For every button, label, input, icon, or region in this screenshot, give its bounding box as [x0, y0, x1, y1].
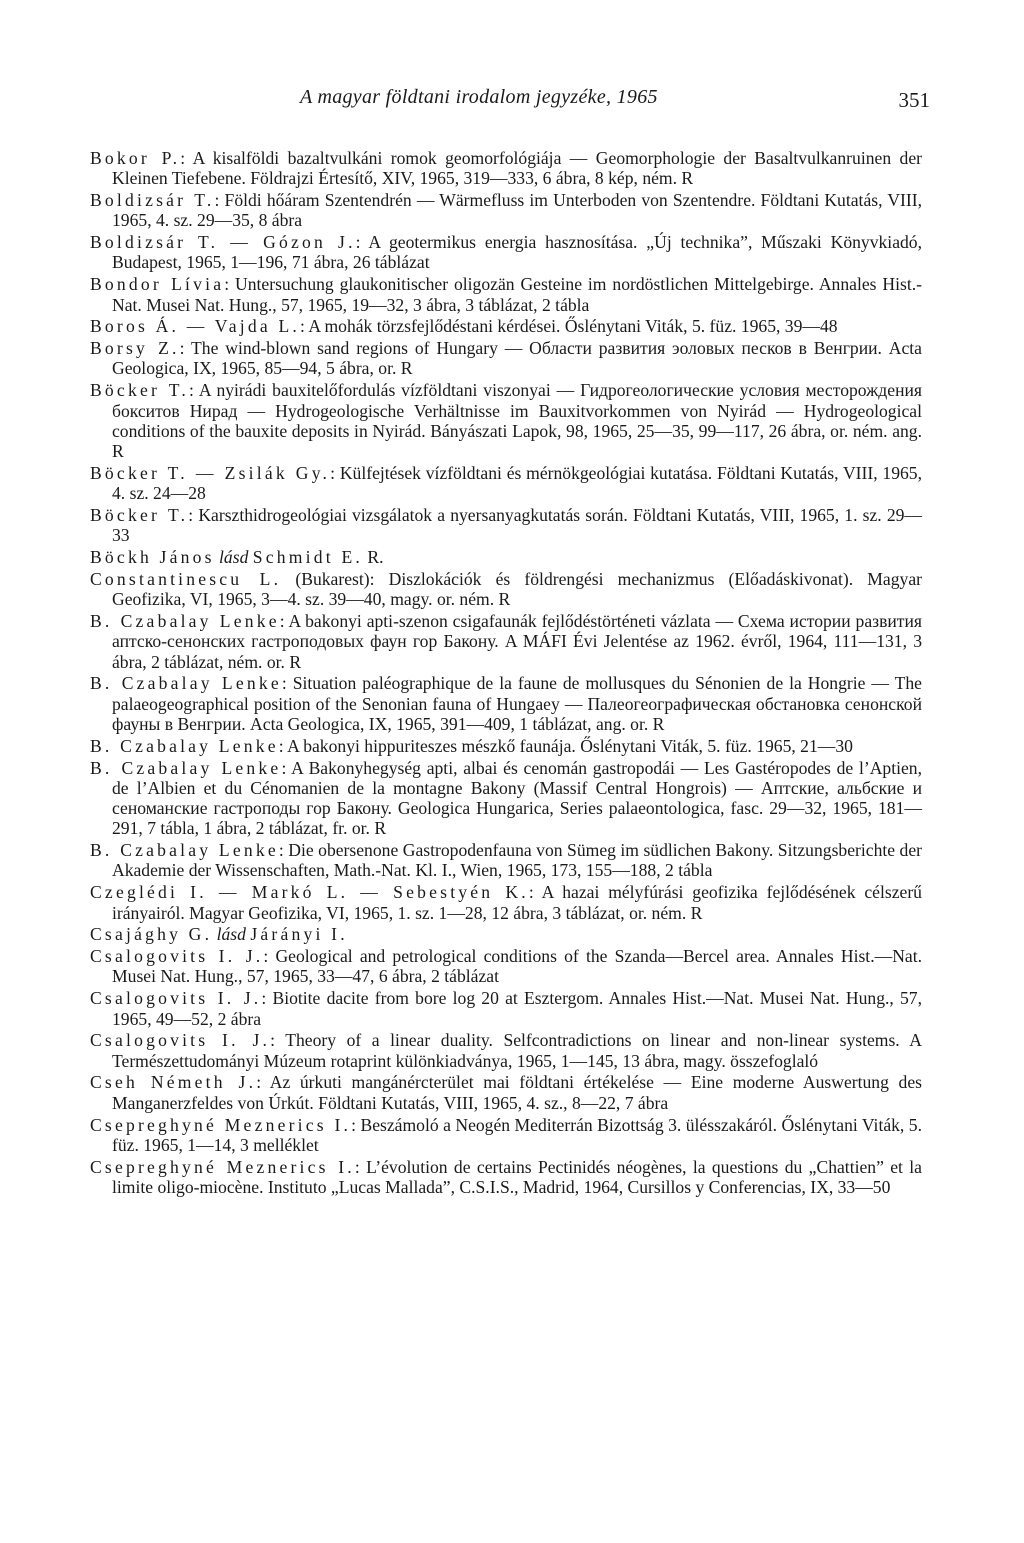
entry-author: Boros Á. — Vajda L. — [90, 316, 301, 337]
bibliography-list — [90, 148, 922, 1199]
running-head — [90, 86, 930, 116]
bibliography-entry — [90, 673, 922, 734]
entry-citation: : A geotermikus energia hasznosítása. „Új technika”, Műszaki Könyvkiadó, Budapest, 1965, 1—196, 71 ábra, 26 táblázat — [112, 232, 922, 273]
entry-citation: : Földi hőáram Szentendrén — Wärmefluss im Unterboden von Szentendre. Földtani Kutatás, VIII, 1965, 4. sz. 29—35, 8 ábra — [112, 190, 923, 231]
entry-author: Böcker T. — [90, 380, 190, 401]
running-title: A magyar földtani irodalom jegyzéke, 1965 — [300, 86, 658, 108]
entry-author: Bondor Lívia — [90, 274, 225, 295]
entry-citation: R. — [363, 547, 384, 568]
entry-citation: : Biotite dacite from bore log 20 at Esztergom. Annales Hist.—Nat. Musei Nat. Hung., 57, 1965, 49—52, 2 ábra — [112, 988, 922, 1029]
entry-citation: : A hazai mélyfúrási geofizika fejlődésének célszerű irányairól. Magyar Geofizika, VI, 1965, 1. sz. 1—28, 12 ábra, 3 táblázat, or. ném. R — [112, 882, 922, 923]
bibliography-entry — [90, 274, 922, 315]
entry-citation: : Beszámoló a Neogén Mediterrán Bizottság 3. ülésszakáról. Őslénytani Viták, 5. füz. 1965, 1—14, 3 melléklet — [112, 1114, 922, 1155]
entry-author: Csajághy G. — [90, 924, 213, 945]
entry-citation: : The wind-blown sand regions of Hungary — Области развития эоловых песков в Венгрии. Acta Geologica, IX, 1965, 85—94, 5 ábra, or. R — [112, 338, 922, 379]
entry-citation: : Die obersenone Gastropodenfauna von Sümeg im südlichen Bakony. Sitzungsberichte der Akademie der Wissenschaften, Math.-Nat. Kl. I., Wien, 1965, 173, 155—188, 2 tábla — [112, 840, 923, 881]
entry-author: Böcker T. — [90, 505, 189, 525]
entry-reference: Schmidt E. — [252, 547, 363, 568]
entry-author: Borsy Z. — [90, 338, 180, 359]
entry-citation: : A kisalföldi bazaltvulkáni romok geomorfológiája — Geomorphologie der Basaltvulkanruinen der Kleinen Tiefebene. Földrajzi Értesítő, XIV, 1965, 319—333, 6 ábra, 8 kép, ném. R — [112, 148, 922, 189]
bibliography-entry — [90, 148, 922, 189]
bibliography-entry — [90, 946, 922, 987]
entry-author: Bokor P. — [90, 148, 181, 168]
bibliography-entry — [90, 611, 922, 672]
entry-citation: : A nyirádi bauxitelőfordulás vízföldtani viszonyai — Гидрогеологические условия месторождения бокситов Нирад — Hydrogeologische Verhältnisse im Bauxitvorkommen von Nyirád — Hydrogeological conditions of the bauxite deposits in Nyirád. Bányászati Lapok, 98, 1965, 25—35, 99—117, 26 ábra, or. ném. ang. R — [112, 380, 922, 462]
bibliography-entry — [90, 1157, 922, 1198]
entry-citation: : Theory of a linear duality. Selfcontradictions on linear and non-linear systems. A Természettudományi Múzeum rotaprint különkiadványa, 1965, 1—145, 13 ábra, magy. összefoglaló — [112, 1030, 922, 1071]
entry-see-also: lásd — [219, 547, 249, 568]
entry-author: Constantinescu L. — [90, 568, 282, 589]
bibliography-entry — [90, 232, 922, 273]
bibliography-entry — [90, 840, 922, 881]
entry-author: B. Czabalay Lenke — [90, 840, 279, 861]
entry-author: Czeglédi I. — Markó L. — Sebestyén K. — [90, 882, 529, 903]
entry-citation: : A bakonyi hippuriteszes mészkő faunája. Őslénytani Viták, 5. füz. 1965, 21—30 — [278, 735, 853, 756]
entry-author: B. Czabalay Lenke — [90, 735, 279, 756]
bibliography-entry — [90, 758, 922, 839]
entry-author: Böcker T. — Zsilák Gy. — [90, 462, 331, 483]
entry-citation: : Karszthidrogeológiai vizsgálatok a nyersanyagkutatás során. Földtani Kutatás, VIII, 1965, 1. sz. 29—33 — [112, 505, 923, 546]
entry-author: B. Czabalay Lenke — [90, 673, 282, 694]
entry-reference: Járányi I. — [250, 924, 348, 945]
bibliography-entry — [90, 380, 922, 461]
entry-citation: : A Bakonyhegység apti, albai és cenomán gastropodái — Les Gastéropodes de l’Aptien, de l’Albien et du Cénomanien de la montagne Bakony (Massif Central Hongrois) — Аптские, альбские и сеноманские гастроподы гор Бакону. Geologica Hungarica, Series palaeontologica, fasc. 29—32, 1965, 181—291, 7 tábla, 1 ábra, 2 táblázat, fr. or. R — [112, 757, 922, 839]
entry-citation: : Az úrkuti mangánércterület mai földtani értékelése — Eine moderne Auswertung des Manganerzfeldes von Úrkút. Földtani Kutatás, VIII, 1965, 4. sz., 8—22, 7 ábra — [112, 1072, 922, 1113]
bibliography-entry — [90, 924, 922, 944]
entry-citation: : A bakonyi apti-szenon csigafaunák fejlődéstörténeti vázlata — Схема истории развития аптско-сенонских гастроподовых фаун гор Бакону. A MÁFI Évi Jelentése az 1962. évről, 1964, 111—131, 3 ábra, 2 táblázat, ném. or. R — [112, 611, 922, 672]
bibliography-entry — [90, 316, 922, 336]
entry-author: Böckh János — [90, 547, 215, 568]
entry-author: Csepreghyné Meznerics I. — [90, 1156, 355, 1177]
bibliography-entry — [90, 882, 922, 923]
entry-citation: : Situation paléographique de la faune de mollusques du Sénonien de la Hongrie — The palaeogeographical position of the Senonian fauna of Hungaey — Палеогеографическая обстановка сенонской фауны в Венгрии. Acta Geologica, IX, 1965, 391—409, 1 táblázat, ang. or. R — [112, 673, 922, 734]
entry-author: Boldizsár T. — Gózon J. — [90, 232, 356, 253]
bibliography-entry — [90, 338, 922, 379]
bibliography-entry — [90, 569, 922, 610]
entry-author: Csalogovits I. J. — [90, 1030, 271, 1051]
bibliography-entry — [90, 988, 922, 1029]
entry-author: B. Czabalay Lenke — [90, 757, 282, 778]
entry-see-also: lásd — [216, 924, 246, 945]
bibliography-entry — [90, 1030, 922, 1071]
entry-author: Cseh Németh J. — [90, 1072, 257, 1093]
bibliography-entry — [90, 505, 922, 546]
entry-author: B. Czabalay Lenke — [90, 611, 280, 632]
bibliography-entry — [90, 736, 922, 756]
bibliography-entry — [90, 1115, 922, 1156]
entry-author: Csalogovits I. J. — [90, 988, 262, 1009]
entry-citation: : L’évolution de certains Pectinidés néogènes, la questions du „Chattien” et la limite oligo-miocène. Instituto „Lucas Mallada”, C.S.I.S., Madrid, 1964, Cursillos y Conferencias, IX, 33—50 — [112, 1156, 922, 1197]
bibliography-entry — [90, 547, 922, 567]
entry-author: Csalogovits I. J. — [90, 946, 264, 967]
entry-citation: : A mohák törzsfejlődéstani kérdései. Őslénytani Viták, 5. füz. 1965, 39—48 — [300, 316, 838, 337]
bibliography-entry — [90, 190, 922, 231]
bibliography-entry — [90, 1072, 922, 1113]
entry-author: Boldizsár T. — [90, 190, 215, 211]
entry-citation: : Geological and petrological conditions of the Szanda—Bercel area. Annales Hist.—Nat. Musei Nat. Hung., 57, 1965, 33—47, 6 ábra, 2 táblázat — [112, 946, 922, 987]
entry-citation: : Külfejtések vízföldtani és mérnökgeológiai kutatása. Földtani Kutatás, VIII, 1965, 4. sz. 24—28 — [112, 462, 923, 504]
entry-author: Csepreghyné Meznerics I. — [90, 1114, 352, 1135]
entry-citation: : Untersuchung glaukonitischer oligozän Gesteine im nordöstlichen Mittelgebirge. Annales Hist.-Nat. Musei Nat. Hung., 57, 1965, 19—32, 3 ábra, 3 táblázat, 2 tábla — [112, 274, 922, 315]
entry-citation: (Bukarest): Diszlokációk és földrengési mechanizmus (Előadáskivonat). Magyar Geofizika, VI, 1965, 3—4. sz. 39—40, magy. or. ném. R — [112, 568, 922, 610]
bibliography-entry — [90, 463, 922, 504]
page-number: 351 — [898, 88, 930, 112]
